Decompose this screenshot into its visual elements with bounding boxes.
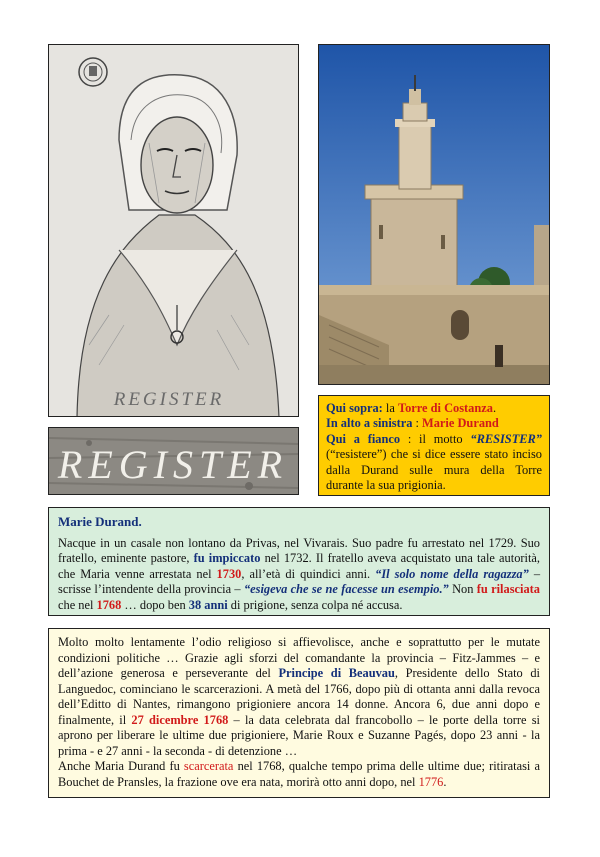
engraving-text: REGISTER <box>57 442 289 487</box>
caption-highlight: Marie Durand <box>422 416 499 431</box>
caption-text: . <box>492 401 497 415</box>
bio-highlight: 1768 <box>96 597 122 612</box>
story-text: , Presidente dello Stato di Languedoc, cominciano le scarcerazioni. A metà del 1766, dopo più di ottanta anni dalla revoca dell’Editto di Nantes, rimangono prigioniere ancora 14 donne. Ancora 6, due anni dopo e finalmente, il <box>58 666 540 727</box>
caption-label: Qui a fianco <box>326 431 401 446</box>
bio-text: che nel <box>58 597 97 612</box>
caption-text: (“resistere”) che si dice essere stato inciso dalla Durand sulle mura della Torre durante la sua prigionia. <box>326 447 542 493</box>
caption-text: : <box>412 416 423 431</box>
signature-text: REGISTER <box>113 389 225 410</box>
caption-line-1 <box>326 401 542 416</box>
bio-highlight: 1730 <box>216 566 242 581</box>
bio-paragraph <box>58 536 540 614</box>
story-highlight: 27 dicembre 1768 <box>131 712 229 727</box>
bio-highlight: fu rilasciata <box>476 582 540 597</box>
story-highlight: Principe di Beauvau <box>278 666 395 680</box>
story-text: – la data celebrata dal francobollo – le porte della torre si aprono per liberare le ultime due prigioniere, Marie Roux e Suzanne Pagés, dopo 23 anni - la prima - e 27 anni - la seconda - di detenzione … <box>58 712 540 758</box>
caption-label: In alto a sinistra <box>326 416 413 431</box>
story-text: Molto molto lentamente l’odio religioso si affievolisce, anche e soprattutto per le mutate condizioni politiche … Grazie agli sforzi del comandante la provincia – Fitz-Jammes – e dell’azione generosa e perseverante del <box>58 635 540 680</box>
bio-text: … dopo ben <box>121 597 189 612</box>
bio-text: Nacque in un casale non lontano da Privas, nel Vivarais. Suo padre fu arrestato nel 1729. Suo fratello, eminente pastore, <box>58 535 540 566</box>
story-box <box>48 628 550 798</box>
caption-motto: “RESISTER” <box>470 431 542 446</box>
story-paragraph-2 <box>58 759 540 790</box>
bio-box <box>48 507 550 616</box>
bio-quote: “Il solo nome della ragazza” <box>375 566 529 581</box>
caption-box <box>318 395 550 496</box>
tower-image <box>318 44 550 385</box>
bio-text: – scrisse l’intendente della provincia – <box>58 566 541 597</box>
story-text: Anche Maria Durand fu <box>58 759 184 773</box>
caption-highlight: Torre di Costanza <box>397 401 493 415</box>
portrait-image <box>48 44 299 417</box>
caption-label: Qui sopra: <box>326 401 383 415</box>
bio-title: Marie Durand. <box>58 514 142 529</box>
portrait-sketch-icon <box>49 45 299 417</box>
tower-photo-icon <box>319 45 550 385</box>
story-paragraph-1 <box>58 635 540 759</box>
bio-text: di prigione, senza colpa né accusa. <box>227 597 403 612</box>
story-highlight: scarcerata <box>183 759 234 773</box>
story-text: . <box>443 774 447 789</box>
bio-quote: “esigeva che se ne facesse un esempio.” <box>243 582 449 597</box>
bio-highlight: fu impiccato <box>193 551 261 566</box>
bio-highlight: 38 anni <box>188 597 228 612</box>
bio-text: nel 1732. Il fratello aveva acquistato una tale autorità, che Maria venne arrestata nel <box>58 551 540 581</box>
register-engraving-image <box>48 427 299 495</box>
story-highlight: 1776 <box>418 774 444 789</box>
story-text: nel 1768, qualche tempo prima delle ultime due; ritiratasi a Bouchet de Pransles, la frazione ove era nata, morirà otto anni dopo, nel <box>58 759 540 789</box>
bio-text: Non <box>448 582 477 597</box>
caption-line-2 <box>326 416 542 431</box>
caption-text: la <box>382 401 398 415</box>
bio-text: , all’età di quindici anni. <box>241 566 376 581</box>
engraving-icon <box>49 428 299 495</box>
caption-line-3 <box>326 432 542 494</box>
caption-text: : il motto <box>400 431 471 446</box>
